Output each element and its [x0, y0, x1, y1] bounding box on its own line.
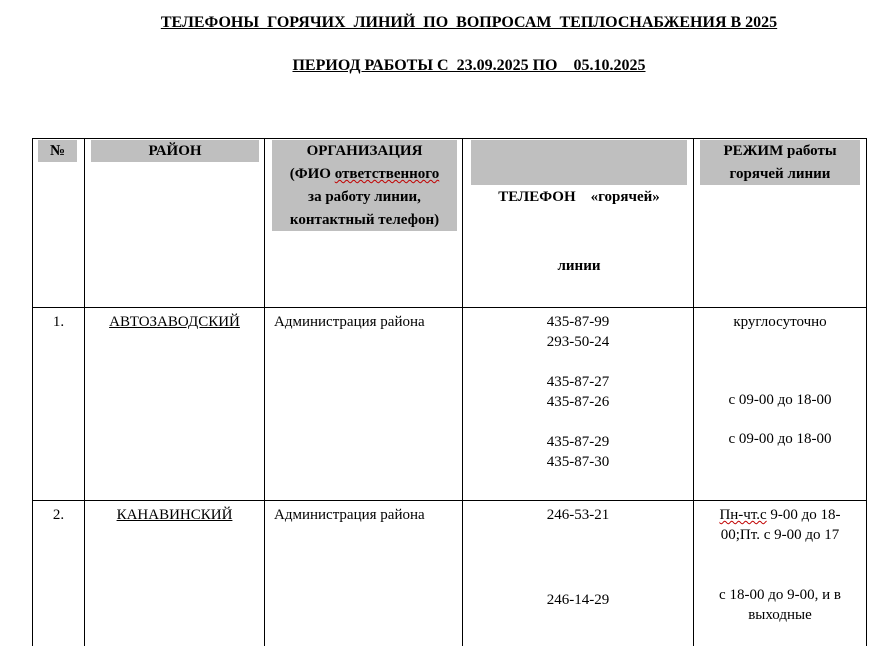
- table-left-border: [32, 138, 33, 646]
- row1-phone-2: 293-50-24: [546, 334, 610, 350]
- header-phone: [471, 140, 687, 274]
- table-right-border: [866, 138, 867, 646]
- header-mode-line1: РЕЖИМ работы: [723, 143, 837, 159]
- row1-phone-5: 435-87-29: [546, 434, 610, 450]
- row1-mode-1: круглосуточно: [733, 314, 827, 330]
- row2-mode-2-line1: с 18-00 до 9-00, и в: [719, 587, 841, 603]
- row1-mode-2: с 09-00 до 18-00: [728, 392, 832, 408]
- header-mode: [700, 140, 860, 185]
- header-org-line1: ОРГАНИЗАЦИЯ: [306, 143, 423, 159]
- period-subtitle: ПЕРИОД РАБОТЫ С 23.09.2025 ПО 05.10.2025: [292, 57, 646, 74]
- row1-phone-4: 435-87-26: [546, 394, 610, 410]
- header-org-line2a: (ФИО: [289, 166, 335, 182]
- page-title: ТЕЛЕФОНЫ ГОРЯЧИХ ЛИНИЙ ПО ВОПРОСАМ ТЕПЛОСНАБЖЕНИЯ В 2025: [160, 14, 778, 31]
- row2-mode-1: [694, 505, 866, 545]
- header-phone-line2: линии: [557, 258, 601, 274]
- col-divider-2: [264, 138, 265, 646]
- header-org-line3: за работу линии,: [308, 189, 421, 205]
- row2-mode-1-line1: [694, 505, 866, 525]
- header-org-line2: [272, 163, 457, 186]
- row2-phone-2: 246-14-29: [546, 592, 610, 608]
- row2-top-border: [32, 500, 866, 501]
- header-org-line2b: ответственного: [334, 166, 440, 182]
- row1-top-border: [32, 307, 866, 308]
- row2-mode-1-line1a: Пн-чт.с: [719, 507, 767, 523]
- row2-district: КАНАВИНСКИЙ: [116, 507, 233, 523]
- row2-mode-1-line2: 00;Пт. с 9-00 до 17: [720, 527, 840, 543]
- row1-phone-3: 435-87-27: [546, 374, 610, 390]
- header-mode-line2: горячей линии: [729, 166, 831, 182]
- row1-phone-6: 435-87-30: [546, 454, 610, 470]
- row1-district: АВТОЗАВОДСКИЙ: [109, 314, 240, 330]
- header-org-line4: контактный телефон): [289, 212, 440, 228]
- col-divider-1: [84, 138, 85, 646]
- row2-mode-2-line2: выходные: [748, 607, 812, 623]
- row2-organization: Администрация района: [274, 507, 425, 523]
- row1-num: 1.: [52, 314, 65, 330]
- row2-mode-1-line1b: 9-00 до 18-: [766, 507, 841, 523]
- row2-num: 2.: [52, 507, 65, 523]
- row1-organization: Администрация района: [274, 314, 425, 330]
- header-phone-line1: ТЕЛЕФОН «горячей»: [498, 189, 660, 205]
- row1-phone-1: 435-87-99: [546, 314, 610, 330]
- row1-mode-3: с 09-00 до 18-00: [728, 431, 832, 447]
- row2-mode-2: [694, 585, 866, 625]
- header-organization: [272, 140, 457, 231]
- table-top-border: [32, 138, 866, 139]
- row2-phone-1: 246-53-21: [546, 507, 610, 523]
- header-district: РАЙОН: [91, 140, 259, 162]
- header-num: №: [38, 140, 77, 162]
